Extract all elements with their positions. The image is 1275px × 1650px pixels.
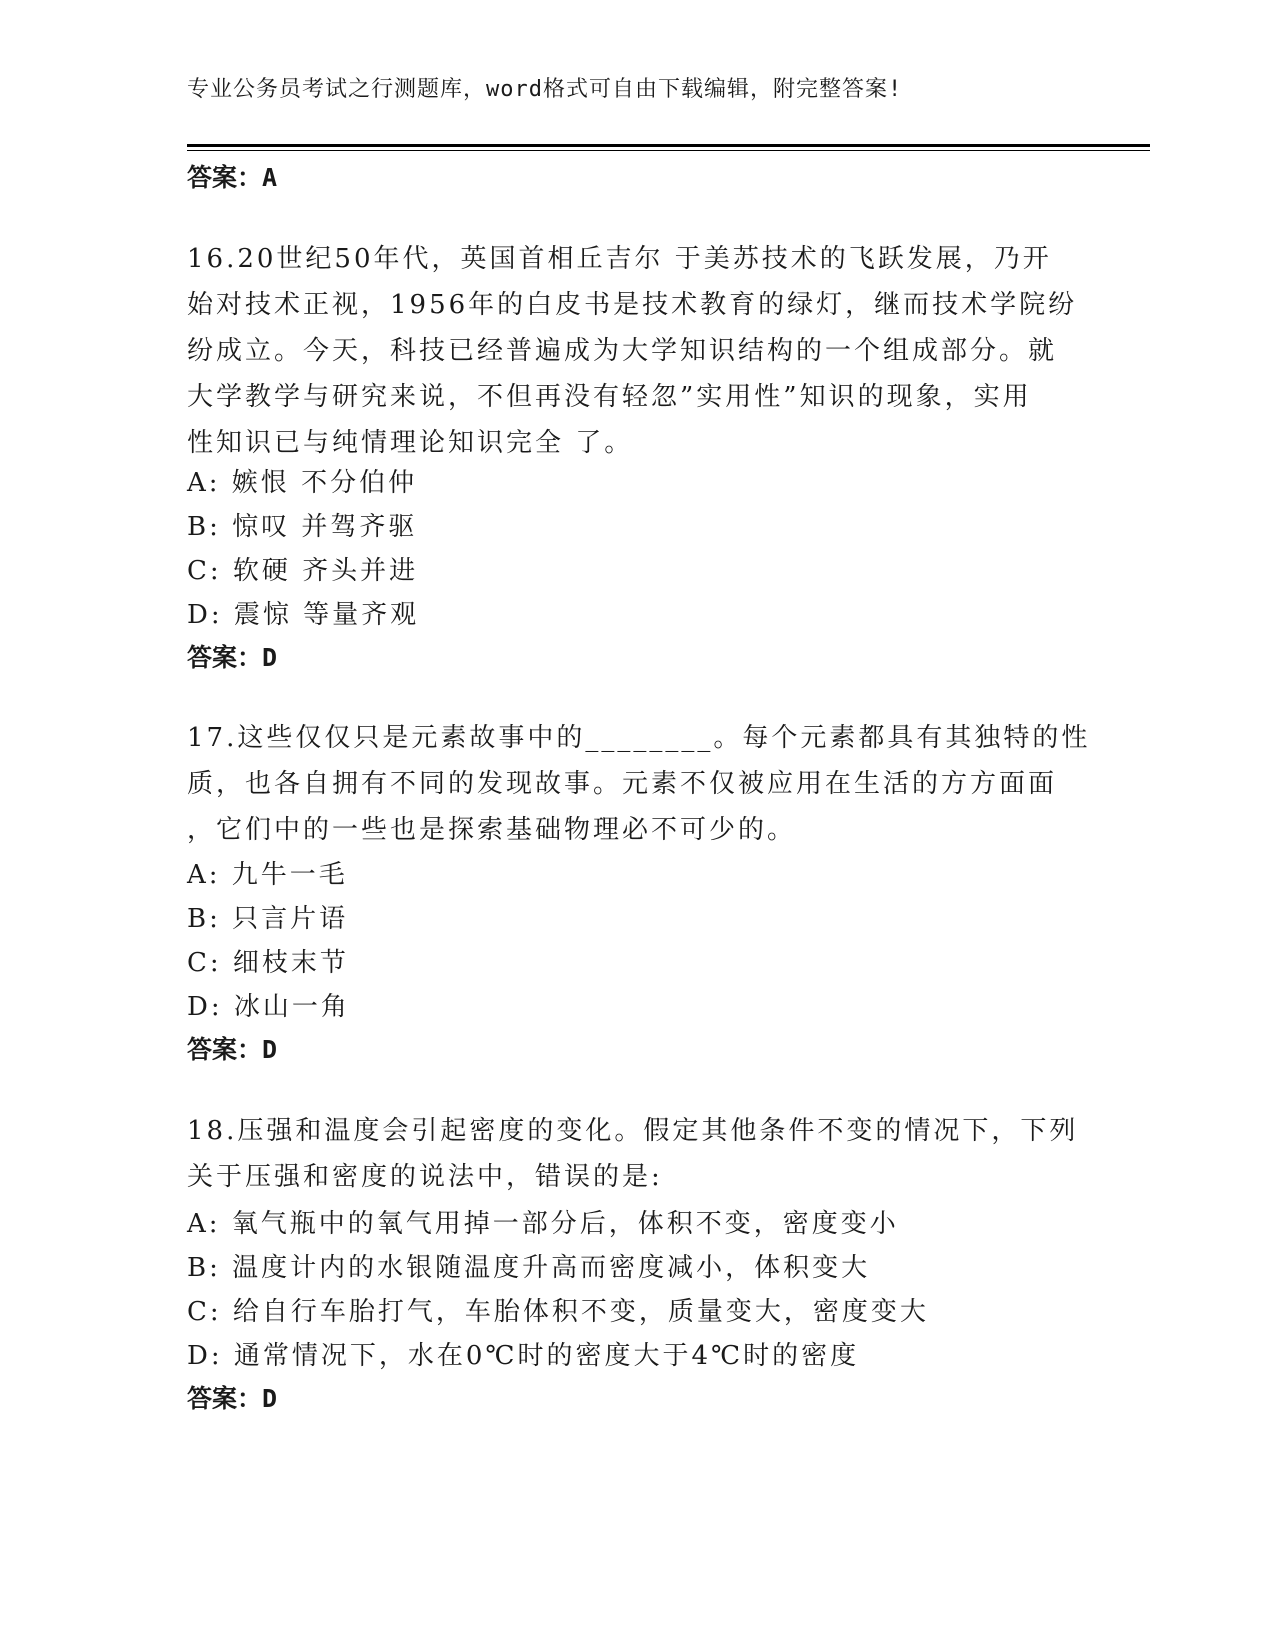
q17-option-c: C: 细枝末节 xyxy=(187,948,349,978)
q18-option-c: C: 给自行车胎打气，车胎体积不变，质量变大，密度变大 xyxy=(187,1297,929,1327)
answer-q18: 答案：D xyxy=(187,1384,278,1413)
q16-option-a: A: 嫉恨 不分伯仲 xyxy=(187,468,418,498)
question-16-line: 始对技术正视，1956年的白皮书是技术教育的绿灯，继而技术学院纷 xyxy=(187,290,1078,320)
q18-option-d: D: 通常情况下，水在0℃时的密度大于4℃时的密度 xyxy=(187,1341,860,1371)
q16-option-b: B: 惊叹 并驾齐驱 xyxy=(187,512,418,542)
q17-option-b: B: 只言片语 xyxy=(187,904,349,934)
question-18-line: 18.压强和温度会引起密度的变化。假定其他条件不变的情况下，下列 xyxy=(187,1116,1079,1146)
header-rule-thick xyxy=(187,144,1150,147)
question-16-line: 大学教学与研究来说，不但再没有轻忽”实用性”知识的现象，实用 xyxy=(187,382,1032,412)
question-16-line: 16.20世纪50年代，英国首相丘吉尔 于美苏技术的飞跃发展，乃开 xyxy=(187,244,1052,274)
answer-prev: 答案：A xyxy=(187,163,278,192)
q17-option-a: A: 九牛一毛 xyxy=(187,860,348,890)
question-18 xyxy=(187,1108,1087,1200)
q17-option-d: D: 冰山一角 xyxy=(187,992,350,1022)
question-17 xyxy=(187,715,1091,853)
page-header: 专业公务员考试之行测题库，word格式可自由下载编辑，附完整答案! xyxy=(187,77,903,102)
header-rule-thin xyxy=(187,150,1150,151)
question-18-line: 关于压强和密度的说法中，错误的是: xyxy=(187,1162,663,1192)
q18-option-a: A: 氧气瓶中的氧气用掉一部分后，体积不变，密度变小 xyxy=(187,1209,899,1239)
q18-option-b: B: 温度计内的水银随温度升高而密度减小，体积变大 xyxy=(187,1253,871,1283)
answer-q17: 答案：D xyxy=(187,1035,278,1064)
question-16-line: 纷成立。今天，科技已经普遍成为大学知识结构的一个组成部分。就 xyxy=(187,336,1058,366)
question-17-line: 17.这些仅仅只是元素故事中的________。每个元素都具有其独特的性 xyxy=(187,723,1091,753)
answer-q16: 答案：D xyxy=(187,643,278,672)
question-17-line: ，它们中的一些也是探索基础物理必不可少的。 xyxy=(187,815,797,845)
question-16-line: 性知识已与纯情理论知识完全 了。 xyxy=(187,428,634,458)
q16-option-d: D: 震惊 等量齐观 xyxy=(187,600,420,630)
question-17-line: 质，也各自拥有不同的发现故事。元素不仅被应用在生活的方方面面 xyxy=(187,769,1058,799)
question-16 xyxy=(187,236,1087,466)
q16-option-c: C: 软硬 齐头并进 xyxy=(187,556,419,586)
